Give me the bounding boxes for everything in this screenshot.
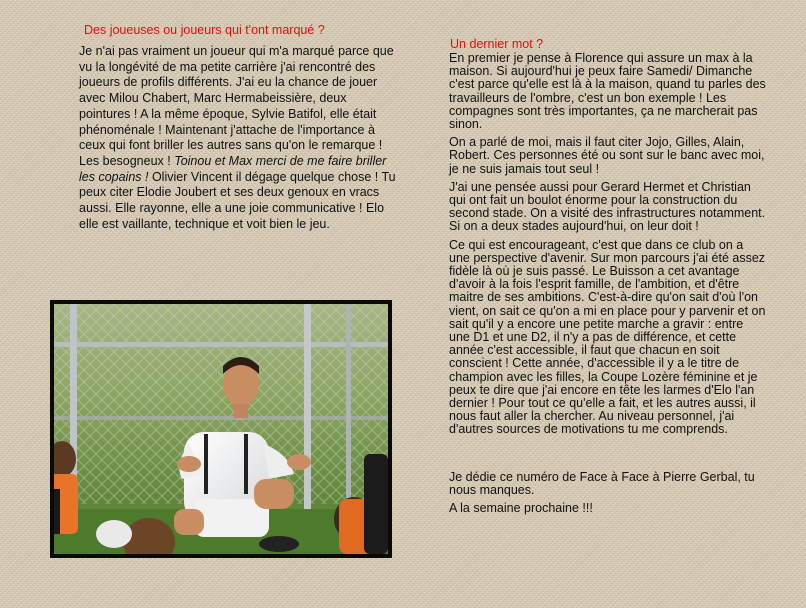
right-article-body: [449, 52, 767, 520]
right-section-heading: Un dernier mot ?: [450, 37, 544, 51]
left-text-part2: Olivier Vincent il dégage quelque chose ! Tu peux citer Elodie Joubert et ses deux genoux en vracs aussi. Elle rayonne, elle a une joie communicative ! Elo elle est vaillante, technique et voit bien le jeu.: [79, 169, 396, 231]
left-section-heading: Des joueuses ou joueurs qui t'ont marqué ?: [84, 23, 325, 37]
right-paragraph-4: Ce qui est encourageant, c'est que dans ce club on a une perspective d'avenir. Sur mon parcours j'ai été assez fidèle là où je suis passé. Le Buisson a cet avantage d'avoir à la fois l'esprit famille, de l'ambition, et d'être maitre de ses ambitions. C'est-à-dire qu'on sait d'où l'on vient, on sait ce qu'on a mi en place pour y parvenir et on sait qu'il y a encore une petite marche a gravir : entre une D1 et une D2, il n'y a pas de différence, et cette année c'est accessible, il faut que chacun en soit conscient ! Cette année, d'accessible il y a le titre de champion avec les filles, la Coupe Lozère féminine et je peux te dire que j'ai encore en tête les larmes d'Elo l'an dernier ! Pour tout ce qu'elle a fait, et les autres aussi, il nous faut aller la chercher. Au niveau personnel, j'ai d'autres sources de motivations tu me comprends.: [449, 237, 766, 437]
right-paragraph-1: En premier je pense à Florence qui assure un max à la maison. Si aujourd'hui je peux faire Samedi/ Dimanche c'est parce qu'elle est là à la maison, quand tu parles des travailleurs de l'ombre, c'est un bon exemple ! Les compagnes sont très importantes, ça ne marcherait pas sinon.: [449, 51, 766, 132]
left-text-italic: Toinou et Max merci de me faire briller les copains !: [79, 153, 387, 184]
right-dedication: Je dédie ce numéro de Face à Face à Pierre Gerbal, tu nous manques.: [449, 469, 755, 497]
left-article-body: [79, 44, 397, 232]
right-paragraph-2: On a parlé de moi, mais il faut citer Jojo, Gilles, Alain, Robert. Ces personnes été ou sont sur le banc avec moi, je ne suis jamais tout seul !: [449, 135, 765, 176]
right-paragraph-3: J'ai une pensée aussi pour Gerard Hermet et Christian qui ont fait un boulot énorme pour la construction du second stade. On a visité des infrastructures notamment. Si on a deux stades aujourd'hui, on leur doit !: [449, 179, 766, 234]
left-paragraph: [79, 44, 397, 232]
coach-photo: [50, 300, 392, 558]
photo-illustration: [54, 304, 388, 554]
photo-image: [54, 304, 388, 554]
right-closing: A la semaine prochaine !!!: [449, 501, 593, 516]
left-text-part1: Je n'ai pas vraiment un joueur qui m'a marqué parce que vu la longévité de ma petite carrière j'ai rencontré des joueurs de profils différents. J'ai eu la chance de jouer avec Milou Chabert, Marc Hermabeissière, deux pointures ! A la même époque, Sylvie Batifol, elle était phénoménale ! Maintenant j'attache de l'importance à ceux qui font briller les autres sans qu'on le remarque ! Les besogneux !: [79, 44, 394, 168]
